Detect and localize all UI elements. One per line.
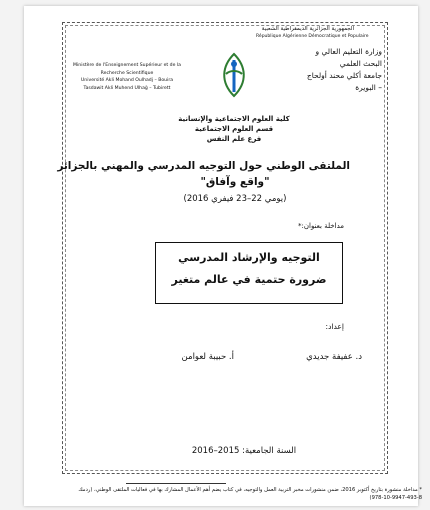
paper-title-line1: التوجيه والإرشاد المدرسي: [178, 251, 320, 264]
republic-arabic: الجمهورية الجزائرية الديمقراطية الشعبية: [261, 26, 354, 32]
university-arabic: جامعة أكلي محند أولحاج – البويرة: [306, 71, 382, 92]
faculty-name: كلية العلوم الاجتماعية والإنسانية: [178, 115, 290, 123]
author-1: د. عفيفة جديدي: [306, 352, 362, 362]
conference-subtitle: "واقع وآفاق": [200, 176, 270, 188]
conference-dates: (يومي 22–23 فيفري 2016): [183, 194, 287, 204]
department-name: قسم العلوم الاجتماعية: [194, 125, 274, 133]
university-french-kabyle: Tasdawit Akli Muhend Ulhağ – Tubirett: [83, 85, 171, 91]
ministry-arabic: وزارة التعليم العالي و البحث العلمي: [315, 47, 382, 68]
university-french: Université Akli Mohand Oulhadj – Bouira: [80, 78, 174, 83]
academic-year: السنة الجامعية: 2015–2016: [191, 446, 297, 456]
faculty-block: [174, 114, 294, 144]
ministry-arabic-block: [304, 46, 382, 94]
intervention-label: مداخلة بعنوان:*: [298, 222, 344, 230]
branch-name: فرع علم النفس: [206, 135, 262, 143]
conference-title: الملتقى الوطني حول التوجيه المدرسي والمهني بالجزائر: [57, 160, 350, 172]
paper-title-line2: ضرورة حتمية في عالم متغير: [171, 273, 327, 286]
document-page: [24, 6, 422, 506]
university-logo-icon: [214, 52, 254, 98]
republic-french: République Algérienne Démocratique et Populaire: [256, 34, 369, 39]
ministry-french: Ministère de l'Enseignement Supérieur et de la Recherche Scientifique: [73, 63, 181, 76]
author-2: أ. حبيبة لعوامن: [181, 352, 234, 362]
ministry-french-block: [72, 62, 182, 92]
footnote-rule: [126, 483, 226, 484]
footnote: * مداخلة منشورة بتاريخ أكتوبر 2016، ضمن منشورات مخبر التربية العمل والتوجيه، في كتاب يضم أهم الأعمال المشارك بها في فعاليات الملتقى الوطني، (ردمك 8-493-9947-10-978): [78, 487, 422, 501]
prepared-by-label: إعداد:: [325, 322, 344, 331]
